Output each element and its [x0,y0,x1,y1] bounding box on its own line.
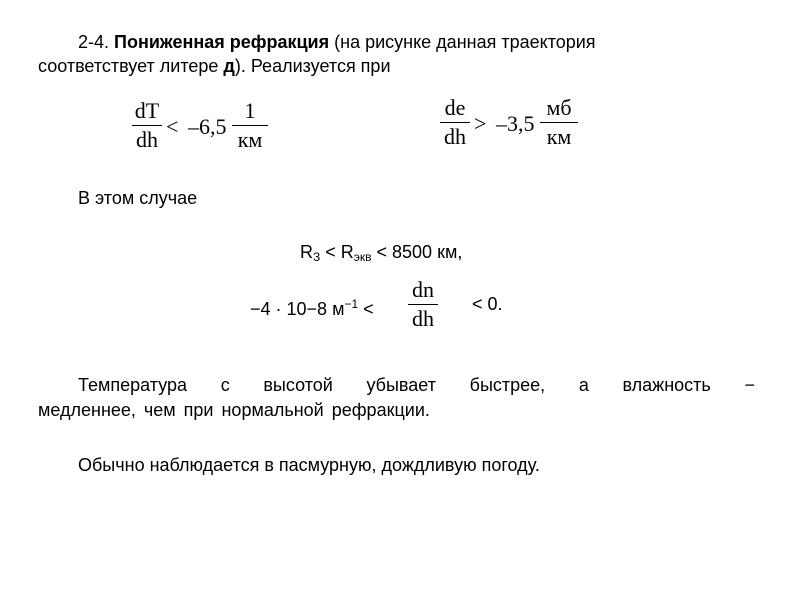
gradient-fraction [408,277,438,332]
formula1-denominator: dh [136,127,158,152]
gradient-lt-operator: < [358,299,374,319]
paragraph-temperature-line-1: Температура с высотой убывает быстрее, а влажность − [78,375,755,395]
heading-rest: (на рисунке данная траектория [334,32,596,52]
formula2-unit-numerator: мб [546,95,572,120]
formula1-unit [232,98,268,153]
formula1-numerator: dT [134,98,160,123]
formula2-numerator: de [444,95,466,120]
radius-limit: < 8500 км, [371,242,463,262]
heading-line-2 [38,54,391,78]
fraction-bar [440,122,470,123]
formula2-denominator: dh [444,124,466,149]
radius-equivalent-subscript: экв [353,250,372,264]
heading-line2-end: ). Реализуется при [234,56,391,76]
fraction-bar [408,304,438,305]
radius-subscript: З [313,250,321,264]
section-number: 2-4. [78,32,110,52]
paragraph-weather: Обычно наблюдается в пасмурную, дождливую погоду. [78,455,540,475]
in-this-case-text: В этом случае [78,188,198,208]
gradient-right-side: < 0. [472,294,503,314]
heading-line2-start: соответствует литере [38,56,219,76]
formula1-unit-numerator: 1 [244,98,256,123]
fraction-bar [132,125,162,126]
gradient-exponent: −1 [344,297,359,311]
radius-inequality [300,240,462,269]
fraction-bar [232,125,268,126]
formula1-unit-denominator: км [237,127,263,152]
gradient-denominator: dh [412,306,434,331]
radius-equivalent-symbol: < R [320,242,354,262]
formula2-operator: > [474,111,487,136]
formula2-value: –3,5 [496,111,535,136]
formula2-fraction [440,95,470,150]
formula2-unit [540,95,578,150]
formula1-operator: < [166,114,179,139]
heading-line-1 [78,30,596,54]
section-title: Пониженная рефракция [114,32,330,52]
formula1-fraction [132,98,162,153]
radius-symbol: R [300,242,313,262]
gradient-left-side [250,292,374,321]
gradient-left-value: −4 · 10−8 м [250,299,345,319]
paragraph-temperature-line-2: медленнее, чем при нормальной рефракции. [38,400,430,420]
formula1-value: –6,5 [188,114,227,139]
trajectory-letter: д [223,56,235,76]
formula2-unit-denominator: км [546,124,572,149]
gradient-numerator: dn [412,277,434,302]
fraction-bar [540,122,578,123]
